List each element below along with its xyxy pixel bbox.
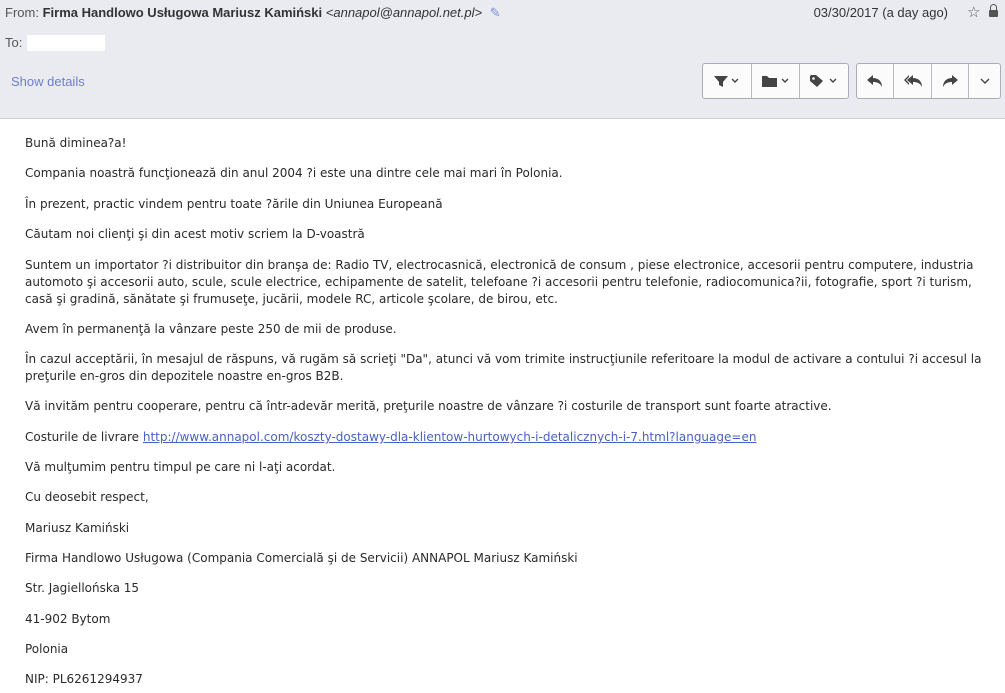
delivery-costs-label: Costurile de livrare <box>25 430 140 444</box>
delivery-costs-line <box>25 429 985 446</box>
signature-country: Polonia <box>25 642 69 656</box>
message-date: 03/30/2017 (a day ago) <box>813 5 948 20</box>
signature-company: Firma Handlowo Usługowa (Compania Comercială şi de Servicii) ANNAPOL Mariusz Kamiński <box>25 551 578 565</box>
reply-all-icon <box>903 74 923 88</box>
sender-email[interactable]: <annapol@annapol.net.pl> <box>325 5 483 20</box>
body-paragraph: Vă mulţumim pentru timpul pe care ni l-aţi acordat. <box>25 460 336 474</box>
lock-icon <box>989 8 998 18</box>
tag-button[interactable] <box>800 64 848 98</box>
reply-icon <box>866 74 884 88</box>
reply-button-group <box>856 63 1001 99</box>
to-label: To: <box>5 35 23 50</box>
body-greeting: Bună diminea?a! <box>25 136 127 150</box>
reply-button[interactable] <box>857 64 894 98</box>
tag-icon <box>809 74 839 88</box>
more-actions-button[interactable] <box>969 64 1000 98</box>
star-icon[interactable]: ☆ <box>967 4 981 21</box>
body-paragraph: Compania noastră funcţionează din anul 2004 ?i este una dintre cele mai mari în Polonia. <box>25 166 563 180</box>
signature-street: Str. Jagiellońska 15 <box>25 581 140 595</box>
reply-all-button[interactable] <box>894 64 932 98</box>
signature-city: 41-902 Bytom <box>25 612 111 626</box>
sender-name[interactable]: Firma Handlowo Usługowa Mariusz Kamiński <box>42 5 323 20</box>
chevron-down-icon <box>979 76 991 86</box>
body-paragraph: Vă invităm pentru cooperare, pentru că într-adevăr merită, preţurile noastre de vânzare ?i costurile de transport sunt foarte atractive. <box>25 399 832 413</box>
move-to-folder-button[interactable] <box>752 64 801 98</box>
filter-icon <box>713 74 741 88</box>
body-paragraph: Suntem un importator ?i distribuitor din branşa de: Radio TV, electrocasnică, electronică de consum , piese electronice, accesorii pentru computere, industria automoto şi accesorii auto, scule, scule electrice, echipamente de satelit, telefoane ?i accesorii pentru telefonie, radiocomunica?ii, fotografie, sport ?i turism, casă şi gradină, sănătate şi frumuseţe, jucării, modele RC, articole şcolare, de birou, etc. <box>25 258 974 306</box>
message-header <box>0 0 1005 119</box>
from-label: From: <box>5 5 39 20</box>
organize-button-group <box>702 63 849 99</box>
body-paragraph: În cazul acceptării, în mesajul de răspuns, vă rugăm să scrieţi "Da", atunci vă vom trimite instrucţiunile referitoare la modul de activare a contului ?i accesul la preţurile en-gros din depozitele noastre en-gros B2B. <box>25 352 982 383</box>
body-paragraph: Căutam noi clienţi şi din acest motiv scriem la D-voastră <box>25 227 365 241</box>
pencil-icon[interactable]: ✎ <box>489 5 501 20</box>
forward-button[interactable] <box>932 64 969 98</box>
signature-nip: NIP: PL6261294937 <box>25 672 143 686</box>
body-closing: Cu deosebit respect, <box>25 490 149 504</box>
show-details-link[interactable]: Show details <box>11 74 85 89</box>
folder-icon <box>761 74 791 88</box>
body-paragraph: În prezent, practic vindem pentru toate ?ările din Uniunea Europeană <box>25 197 443 211</box>
filter-button[interactable] <box>703 64 752 98</box>
from-row <box>5 5 501 21</box>
body-paragraph: Avem în permanenţă la vânzare peste 250 de mii de produse. <box>25 322 397 336</box>
forward-icon <box>941 74 959 88</box>
signature-name: Mariusz Kamiński <box>25 521 130 535</box>
delivery-costs-link[interactable]: http://www.annapol.com/koszty-dostawy-dla-klientow-hurtowych-i-detalicznych-i-7.html?language=en <box>142 430 757 444</box>
recipient-redacted <box>27 35 105 51</box>
